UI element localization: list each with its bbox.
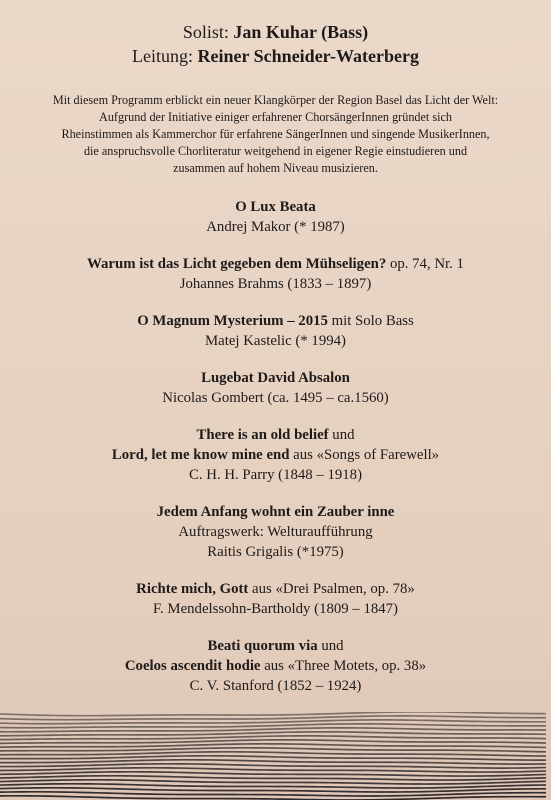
conductor-name: Reiner Schneider-Waterberg bbox=[197, 46, 419, 66]
work-title-bold: Lord, let me know mine end bbox=[111, 447, 290, 463]
work-title bbox=[0, 579, 551, 599]
work-title-rest: op. 74, Nr. 1 bbox=[386, 256, 464, 272]
program-item bbox=[0, 636, 551, 696]
work-title-bold: There is an old belief bbox=[196, 427, 329, 443]
work-note: Auftragswerk: Welturaufführung bbox=[178, 524, 373, 540]
work-title-bold: Beati quorum via bbox=[207, 638, 318, 654]
program-item bbox=[0, 502, 551, 562]
wave-stripe bbox=[0, 728, 546, 732]
wave-stripe bbox=[0, 792, 546, 796]
wave-stripe bbox=[0, 752, 546, 756]
wave-stripe bbox=[0, 724, 546, 728]
work-title bbox=[0, 254, 551, 274]
work-title-bold: Warum ist das Licht gegeben dem Mühseligen? bbox=[87, 256, 387, 272]
composer-line: Andrej Makor (* 1987) bbox=[206, 219, 345, 235]
conductor-line bbox=[0, 44, 551, 68]
wave-stripe bbox=[0, 788, 546, 792]
work-title bbox=[0, 502, 551, 522]
work-title-bold: Lugebat David Absalon bbox=[201, 370, 350, 386]
work-title-rest: aus «Drei Psalmen, op. 78» bbox=[248, 581, 415, 597]
performer-header bbox=[0, 20, 551, 68]
program-item bbox=[0, 197, 551, 237]
program-list bbox=[0, 197, 551, 713]
work-title bbox=[0, 425, 551, 445]
wave-stripe bbox=[0, 740, 546, 744]
composer-line: Nicolas Gombert (ca. 1495 – ca.1560) bbox=[162, 390, 389, 406]
program-item bbox=[0, 368, 551, 408]
program-item bbox=[0, 579, 551, 619]
wave-stripe bbox=[0, 756, 546, 760]
soloist-name: Jan Kuhar (Bass) bbox=[233, 22, 369, 42]
work-title bbox=[0, 197, 551, 217]
work-title-bold: O Lux Beata bbox=[235, 199, 316, 215]
work-title bbox=[0, 636, 551, 656]
work-title-bold: Richte mich, Gott bbox=[136, 581, 249, 597]
work-title bbox=[0, 311, 551, 331]
wave-stripe bbox=[0, 796, 546, 800]
work-title-bold: O Magnum Mysterium – 2015 bbox=[137, 313, 328, 329]
intro-line: Mit diesem Programm erblickt ein neuer Klangkörper der Region Basel das Licht der Welt: bbox=[52, 93, 499, 107]
wave-stripe-decoration bbox=[0, 712, 551, 800]
wave-stripe bbox=[0, 712, 546, 716]
program-item bbox=[0, 425, 551, 485]
soloist-line bbox=[0, 20, 551, 44]
work-title-bold: Jedem Anfang wohnt ein Zauber inne bbox=[156, 504, 395, 520]
work-title-rest: aus «Three Motets, op. 38» bbox=[260, 658, 427, 674]
work-title-bold: Coelos ascendit hodie bbox=[124, 658, 261, 674]
composer-line: C. H. H. Parry (1848 – 1918) bbox=[188, 467, 363, 483]
composer-line: F. Mendelssohn-Bartholdy (1809 – 1847) bbox=[152, 601, 398, 617]
program-item bbox=[0, 311, 551, 351]
work-title bbox=[0, 368, 551, 388]
wave-stripe bbox=[0, 764, 546, 768]
intro-line: Rheinstimmen als Kammerchor für erfahrene SängerInnen und singende MusikerInnen, bbox=[61, 127, 490, 141]
wave-stripe bbox=[0, 732, 546, 736]
composer-line: Johannes Brahms (1833 – 1897) bbox=[179, 276, 372, 292]
composer-line: Raitis Grigalis (*1975) bbox=[207, 544, 344, 560]
wave-stripe-graphic bbox=[0, 712, 551, 800]
intro-line: die anspruchsvolle Chorliteratur weitgehend in eigener Regie einstudieren und bbox=[83, 144, 468, 158]
work-title bbox=[0, 656, 551, 676]
composer-line: C. V. Stanford (1852 – 1924) bbox=[189, 678, 362, 694]
soloist-label: Solist: bbox=[182, 22, 229, 42]
intro-line: Aufgrund der Initiative einiger erfahrener ChorsängerInnen gründet sich bbox=[99, 110, 452, 124]
wave-stripe bbox=[0, 744, 546, 748]
work-title bbox=[0, 445, 551, 465]
intro-line: zusammen auf hohem Niveau musizieren. bbox=[173, 161, 378, 175]
work-title-rest: und bbox=[328, 427, 355, 443]
work-title-rest: mit Solo Bass bbox=[327, 313, 414, 329]
composer-line: Matej Kastelic (* 1994) bbox=[205, 333, 346, 349]
wave-stripe bbox=[0, 748, 546, 752]
conductor-label: Leitung: bbox=[132, 46, 194, 66]
program-item bbox=[0, 254, 551, 294]
intro-paragraph bbox=[12, 92, 539, 177]
work-title-rest: aus «Songs of Farewell» bbox=[289, 447, 440, 463]
work-title-rest: und bbox=[317, 638, 344, 654]
wave-stripe bbox=[0, 760, 546, 764]
